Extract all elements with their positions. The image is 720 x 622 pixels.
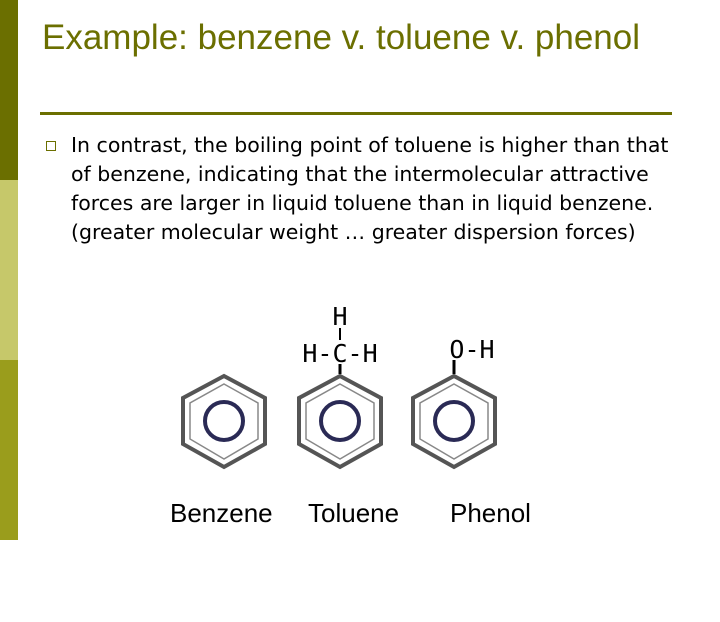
name-benzene: Benzene [170,498,273,528]
slide-title: Example: benzene v. toluene v. phenol [42,18,640,57]
molecule-figure [150,290,550,490]
molecule-names [170,498,531,622]
toluene-ring [299,364,381,467]
benzene-ring [183,376,265,467]
sidebar-band-bottom [0,360,18,540]
sidebar-accent [0,0,18,540]
phenol-oh-label: O-H [449,335,495,364]
toluene-substituent [302,302,377,368]
phenol-ring [413,360,495,467]
name-toluene: Toluene [308,498,400,528]
sidebar-band-middle [0,180,18,360]
toluene-top-h: H [332,302,348,331]
bullet-text: In contrast, the boiling point of toluene is higher than that of benzene, indicating that the intermolecular attractive forces are larger in liquid toluene than in liquid benzene. (greater molecular weight … greater dispersion forces) [71,133,669,244]
name-phenol: Phenol [450,498,531,528]
title-underline [40,112,672,115]
square-bullet-icon [46,141,56,151]
toluene-ch-label: H-C-H [302,339,378,368]
sidebar-band-top [0,0,18,180]
